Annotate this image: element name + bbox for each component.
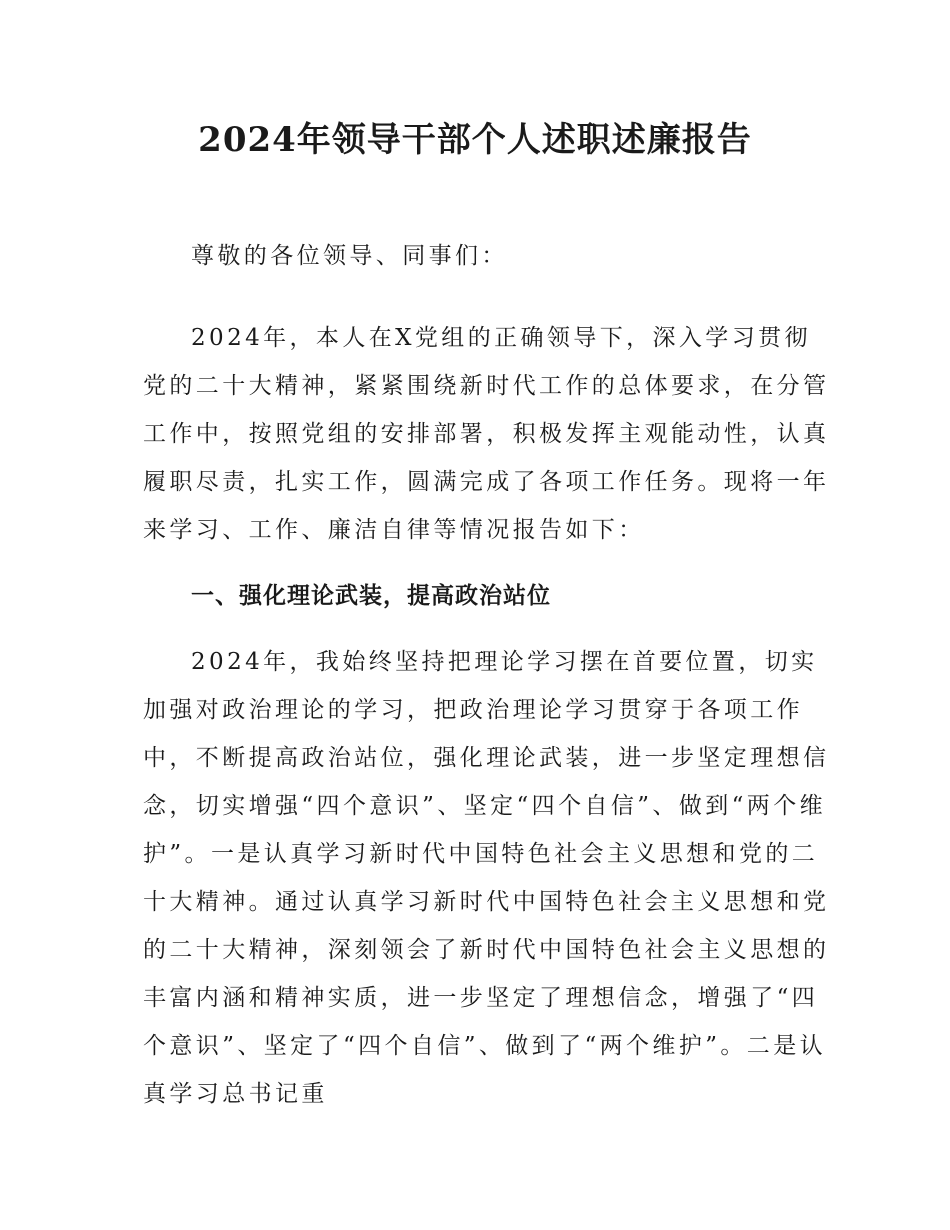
document-body <box>143 232 833 1118</box>
intro-paragraph: 2024年，本人在X党组的正确领导下，深入学习贯彻党的二十大精神，紧紧围绕新时代工作的总体要求，在分管工作中，按照党组的安排部署，积极发挥主观能动性，认真履职尽责，扎实工作，圆满完成了各项工作任务。现将一年来学习、工作、廉洁自律等情况报告如下： <box>143 325 830 543</box>
section-heading-1: 一、强化理论武装，提高政治站位 <box>191 583 551 609</box>
section1-paragraph: 2024年，我始终坚持把理论学习摆在首要位置，切实加强对政治理论的学习，把政治理论学习贯穿于各项工作中，不断提高政治站位，强化理论武装，进一步坚定理想信念，切实增强“四个意识”、坚定“四个自信”、做到“两个维护”。一是认真学习新时代中国特色社会主义思想和党的二十大精神。通过认真学习新时代中国特色社会主义思想和党的二十大精神，深刻领会了新时代中国特色社会主义思想的丰富内涵和精神实质，进一步坚定了理想信念，增强了“四个意识”、坚定了“四个自信”、做到了“两个维护”。二是认真学习总书记重 <box>143 649 830 1107</box>
salutation: 尊敬的各位领导、同事们： <box>191 243 508 269</box>
document-title: 2024年领导干部个人述职述廉报告 <box>198 120 752 160</box>
